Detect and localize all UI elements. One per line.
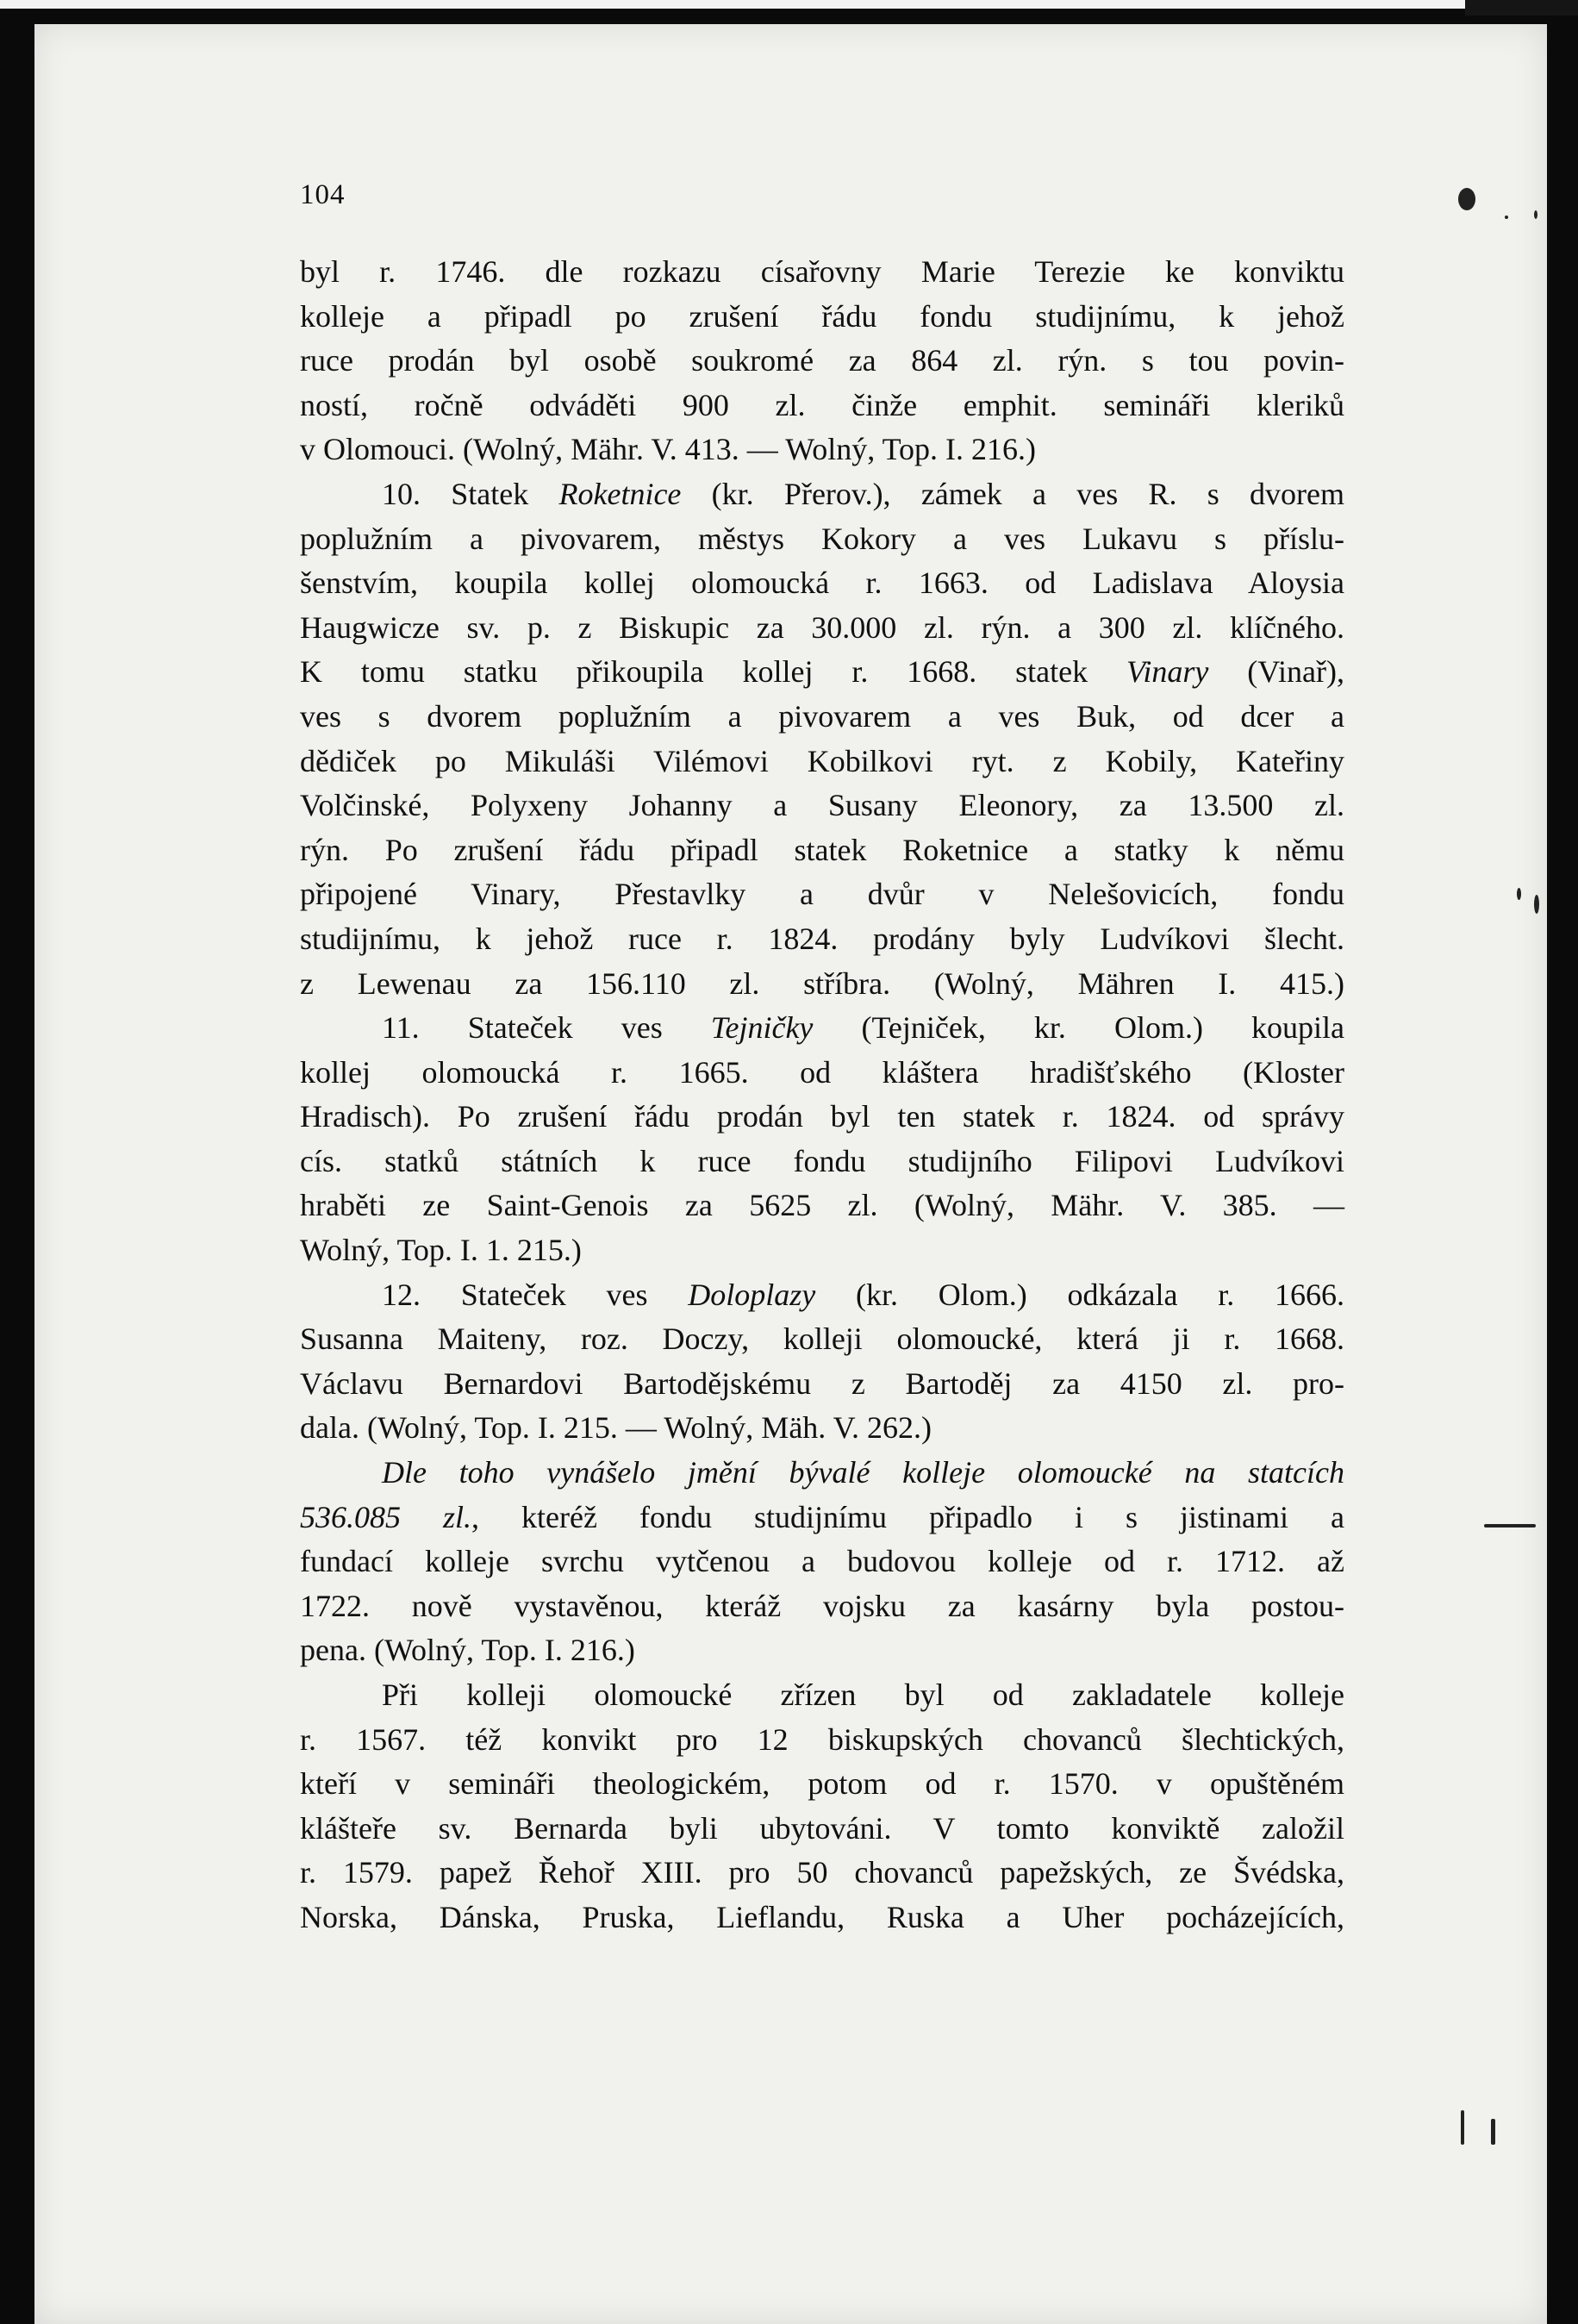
text-line: pena. (Wolný, Top. I. 216.): [300, 1633, 635, 1668]
text-line: hraběti ze Saint-Genois za 5625 zl. (Wolný, Mähr. V. 385. —: [300, 1188, 1344, 1223]
text-line: [300, 650, 1344, 695]
text-segment: (Tejniček, kr. Olom.) koupila: [813, 1010, 1344, 1046]
text-line: byl r. 1746. dle rozkazu císařovny Marie Terezie ke konviktu: [300, 254, 1344, 289]
text-line: [300, 1451, 1344, 1496]
scan-speck: [1505, 216, 1508, 219]
text-line: Norska, Dánska, Pruska, Lieflandu, Ruska a Uher pocházejících,: [300, 1899, 1344, 1934]
text-line: r. 1579. papež Řehoř XIII. pro 50 chovanců papežských, ze Švédska,: [300, 1855, 1344, 1890]
text-line: cís. statků státních k ruce fondu studijního Filipovi Ludvíkovi: [300, 1143, 1344, 1178]
scan-speck: [1458, 188, 1475, 210]
text-line: Václavu Bernardovi Bartodějskému z Bartoděj za 4150 zl. pro-: [300, 1365, 1344, 1401]
text-line: Haugwicze sv. p. z Biskupic za 30.000 zl. rýn. a 300 zl. klíčného.: [300, 609, 1344, 645]
text-segment: Dle toho vynášelo jmění bývalé kolleje olomoucké na statcích: [382, 1455, 1344, 1490]
text-line: Wolný, Top. I. 1. 215.): [300, 1233, 582, 1268]
text-line: Hradisch). Po zrušení řádu prodán byl ten statek r. 1824. od správy: [300, 1099, 1344, 1134]
text-line: [300, 1496, 1344, 1540]
text-line: Při kolleji olomoucké zřízen byl od zakladatele kolleje: [382, 1677, 1344, 1712]
text-segment: (Vinař),: [1208, 654, 1344, 690]
text-line: ves s dvorem poplužním a pivovarem a ves Buk, od dcer a: [300, 698, 1344, 734]
text-line: Susanna Maiteny, roz. Doczy, kolleji olomoucké, která ji r. 1668.: [300, 1321, 1344, 1357]
text-segment: 11. Stateček ves: [382, 1010, 711, 1046]
scan-top-edge: [0, 0, 1578, 9]
text-line: studijnímu, k jehož ruce r. 1824. prodány byly Ludvíkovi šlecht.: [300, 921, 1344, 956]
text-segment: K tomu statku přikoupila kollej r. 1668. statek: [300, 654, 1127, 690]
text-line: v Olomouci. (Wolný, Mähr. V. 413. — Wolný, Top. I. 216.): [300, 432, 1037, 467]
text-segment: 12. Stateček ves: [382, 1277, 689, 1312]
text-segment: Doloplazy: [688, 1277, 816, 1312]
text-line: připojené Vinary, Přestavlky a dvůr v Nelešovicích, fondu: [300, 877, 1344, 912]
text-line: [300, 1006, 1344, 1051]
text-line: Volčinské, Polyxeny Johanny a Susany Eleonory, za 13.500 zl.: [300, 788, 1344, 823]
text-line: [300, 472, 1344, 517]
text-segment: Roketnice: [558, 476, 682, 511]
text-segment: , kteréž fondu studijnímu připadlo i s jistinami a: [471, 1499, 1344, 1534]
scan-speck: [1461, 2110, 1464, 2145]
text-line: rýn. Po zrušení řádu připadl statek Roketnice a statky k němu: [300, 832, 1344, 867]
text-segment: (kr. Olom.) odkázala r. 1666.: [815, 1277, 1344, 1312]
text-line: dědiček po Mikuláši Vilémovi Kobilkovi ryt. z Kobily, Kateřiny: [300, 743, 1344, 778]
text-line: šenstvím, koupila kollej olomoucká r. 1663. od Ladislava Aloysia: [300, 565, 1344, 601]
text-segment: Vinary: [1126, 654, 1209, 690]
text-line: kteří v semináři theologickém, potom od r. 1570. v opuštěném: [300, 1766, 1344, 1802]
text-segment: 536.085 zl.: [300, 1499, 472, 1534]
text-line: ruce prodán byl osobě soukromé za 864 zl. rýn. s tou povin-: [300, 343, 1344, 378]
body-text: [300, 250, 1344, 1940]
scan-corner-shadow: [1465, 0, 1578, 16]
scan-speck: [1491, 2119, 1495, 2145]
text-line: fundací kolleje svrchu vytčenou a budovou kolleje od r. 1712. až: [300, 1544, 1344, 1579]
text-line: ností, ročně odváděti 900 zl. činže emphit. semináři kleriků: [300, 387, 1344, 422]
text-segment: 10. Statek: [382, 476, 559, 511]
text-line: klášteře sv. Bernarda byli ubytováni. V tomto konviktě založil: [300, 1810, 1344, 1846]
text-line: 1722. nově vystavěnou, kteráž vojsku za kasárny byla postou-: [300, 1588, 1344, 1623]
scan-speck: [1517, 888, 1521, 900]
text-line: z Lewenau za 156.110 zl. stříbra. (Wolný, Mähren I. 415.): [300, 965, 1344, 1001]
text-segment: (kr. Přerov.), zámek a ves R. s dvorem: [681, 476, 1344, 511]
scan-speck: [1484, 1524, 1536, 1527]
text-line: [300, 1273, 1344, 1318]
scan-speck: [1534, 895, 1539, 914]
page-number: 104: [300, 179, 346, 210]
text-line: dala. (Wolný, Top. I. 215. — Wolný, Mäh. V. 262.): [300, 1410, 932, 1446]
text-line: poplužním a pivovarem, městys Kokory a ves Lukavu s příslu-: [300, 521, 1344, 556]
text-line: r. 1567. též konvikt pro 12 biskupských chovanců šlechtických,: [300, 1721, 1344, 1757]
text-segment: Tejničky: [710, 1010, 814, 1046]
scan-speck: [1534, 210, 1537, 219]
text-line: kollej olomoucká r. 1665. od kláštera hradišťského (Kloster: [300, 1054, 1344, 1090]
text-line: kolleje a připadl po zrušení řádu fondu studijnímu, k jehož: [300, 298, 1344, 334]
